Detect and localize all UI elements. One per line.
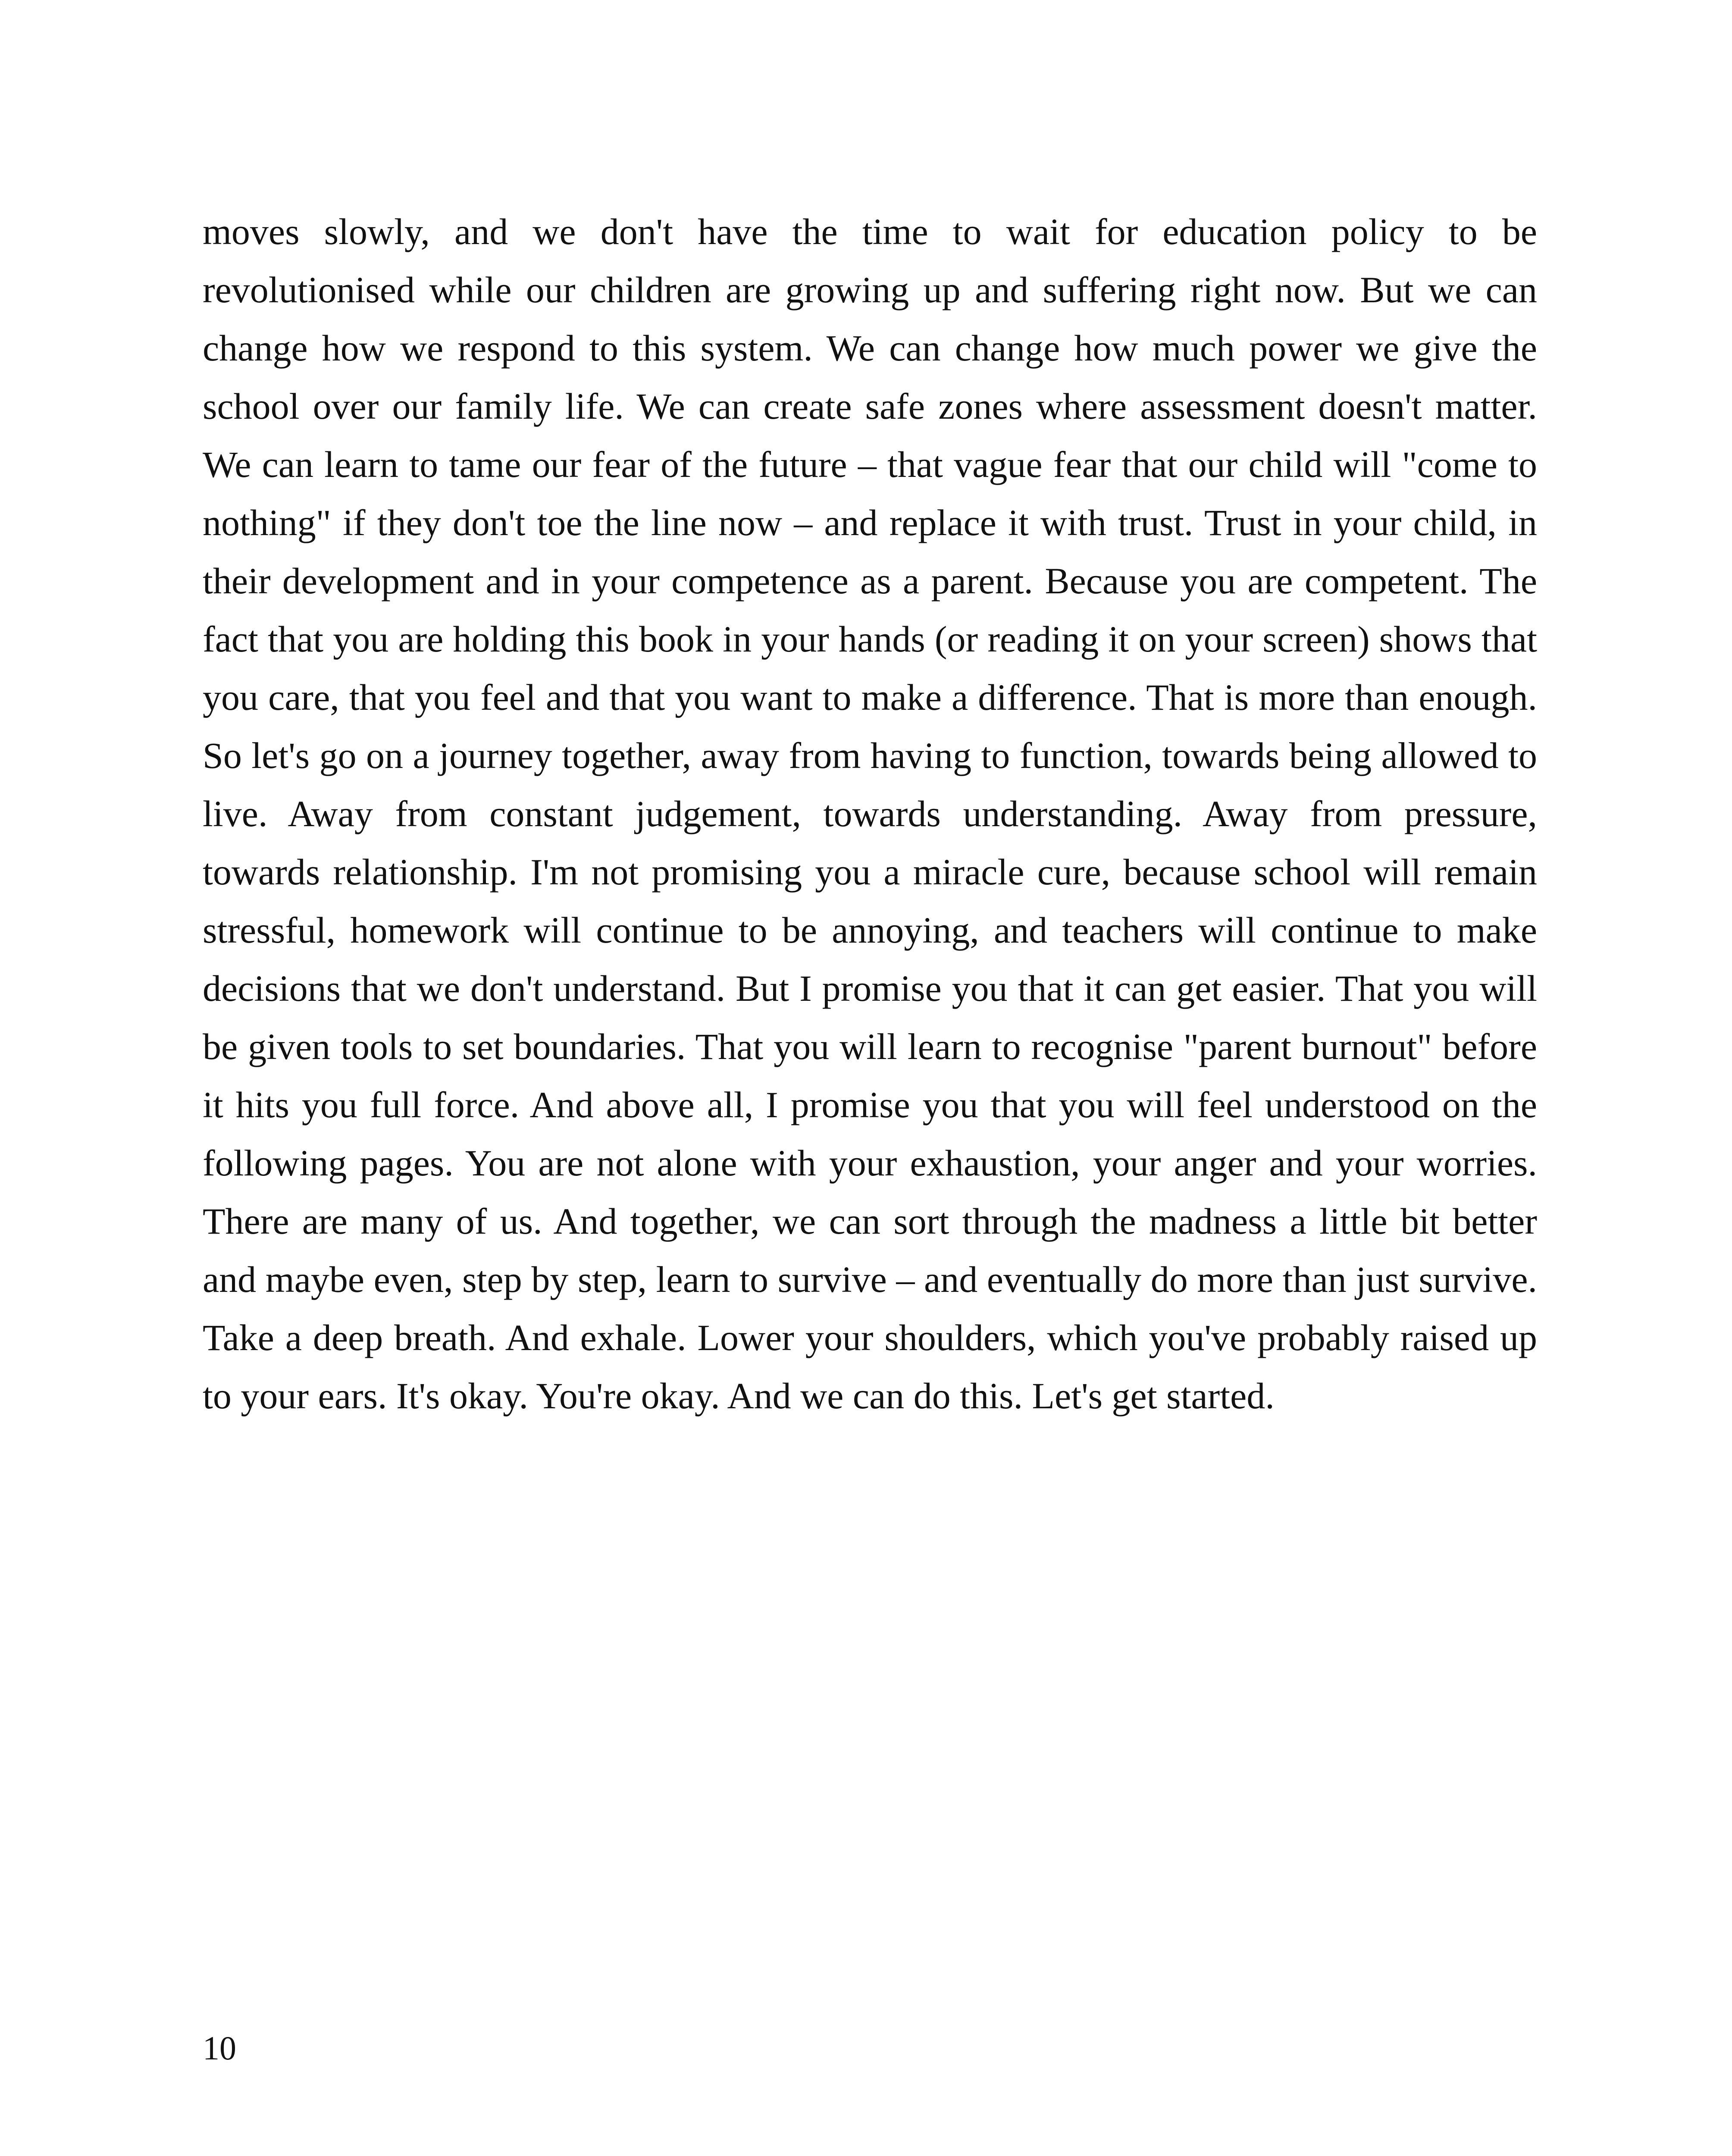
page-number: 10: [203, 2029, 236, 2067]
body-paragraph: moves slowly, and we don't have the time to wait for education policy to be revolutionised while our children are growing up and suffering right now. But we can change how we respond to this system. We can change how much power we give the school over our family life. We can create safe zones where assessment doesn't matter. We can learn to tame our fear of the future – that vague fear that our child will "come to nothing" if they don't toe the line now – and replace it with trust. Trust in your child, in their development and in your competence as a parent. Because you are competent. The fact that you are holding this book in your hands (or reading it on your screen) shows that you care, that you feel and that you want to make a difference. That is more than enough. So let's go on a journey together, away from having to function, towards being allowed to live. Away from constant judgement, towards understanding. Away from pressure, towards relationship. I'm not promising you a miracle cure, because school will remain stressful, homework will continue to be annoying, and teachers will continue to make decisions that we don't understand. But I promise you that it can get easier. That you will be given tools to set boundaries. That you will learn to recognise "parent burnout" before it hits you full force. And above all, I promise you that you will feel understood on the following pages. You are not alone with your exhaustion, your anger and your worries. There are many of us. And together, we can sort through the madness a little bit better and maybe even, step by step, learn to survive – and eventually do more than just survive. Take a deep breath. And exhale. Lower your shoulders, which you've probably raised up to your ears. It's okay. You're okay. And we can do this. Let's get started.: [203, 211, 1537, 1416]
